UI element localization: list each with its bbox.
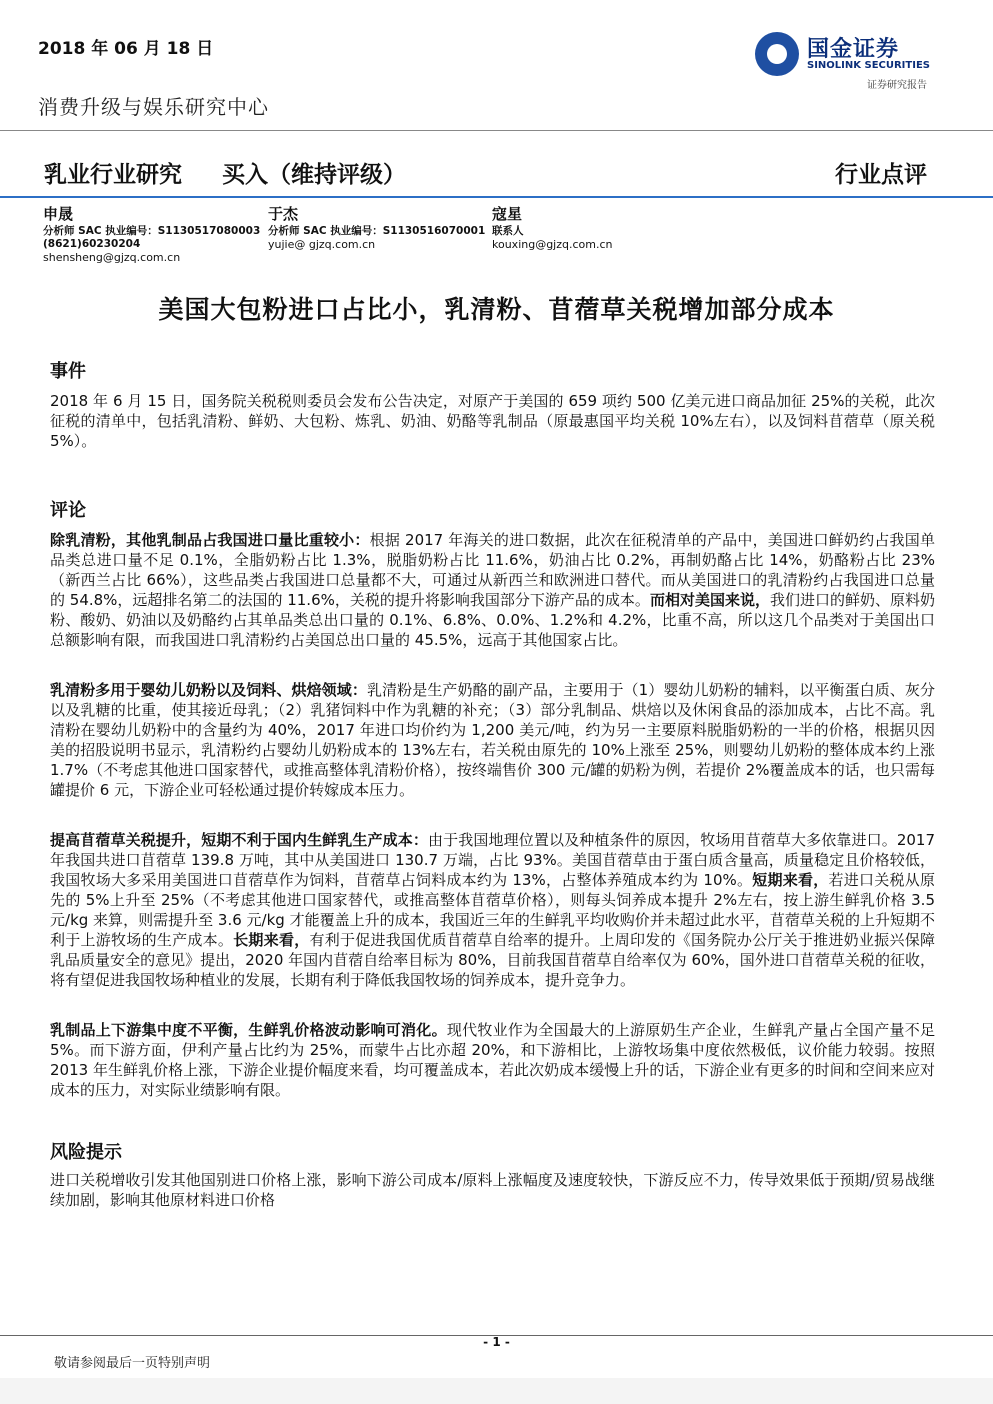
analyst-email[interactable]: shensheng@gjzq.com.cn <box>43 251 181 264</box>
header-blue-divider <box>0 196 993 198</box>
paragraph-lead: 短期来看， <box>752 871 829 889</box>
analyst-1 <box>43 205 261 264</box>
analyst-cert: 分析师 SAC 执业编号：S1130516070001 <box>268 225 486 237</box>
report-date: 2018 年 06 月 18 日 <box>38 39 214 59</box>
paragraph-text: 现代牧业作为全国最大的上游原奶生产企业，生鲜乳产量占全国产量不足 5%。而下游方面，伊利产量占比约为 25%，而蒙牛占比亦超 20%，和下游相比，上游牧场集中度依然极低，议价能力较弱。按照 2013 年生鲜乳价格上涨，下游企业提价幅度来看，均可覆盖成本，若此次奶成本缓慢上升的话，下游企业有更多的时间和空间来应对成本的压力，对实际业绩影响有限。 <box>50 1021 935 1099</box>
logo-sub-text: 证券研究报告 <box>867 80 927 91</box>
paragraph-lead: 而相对美国来说， <box>649 591 770 609</box>
analyst-name: 申晟 <box>43 205 74 223</box>
paragraph-text: 由于我国地理位置以及种植条件的原因，牧场用苜蓿草大多依靠进口。2017 年我国共进口苜蓿草 139.8 万吨，其中从美国进口 130.7 万端，占比 93%。美国苜蓿草由于蛋白质含量高，质量稳定且价格较低，我国牧场大多采用美国进口苜蓿草作为饲料，苜蓿草占饲料成本约为 13%，占整体养殖成本约为 10%。 <box>50 831 935 889</box>
risk-text: 进口关税增收引发其他国别进口价格上涨，影响下游公司成本/原料上涨幅度及速度较快，下游反应不力，传导效果低于预期/贸易战继续加剧，影响其他原材料进口价格 <box>50 1171 935 1209</box>
analyst-name: 于杰 <box>268 205 299 223</box>
analyst-email[interactable]: kouxing@gjzq.com.cn <box>492 238 613 251</box>
rating-label: 买入（维持评级） <box>222 162 406 188</box>
logo-cn-text: 国金证券 <box>807 37 900 62</box>
comment-paragraph-4 <box>50 1020 935 1100</box>
comment-paragraph-1 <box>50 530 935 650</box>
bottom-band <box>0 1378 993 1404</box>
industry-label: 乳业行业研究 <box>44 162 182 188</box>
paragraph-text: 乳清粉是生产奶酪的副产品，主要用于（1）婴幼儿奶粉的辅料，以平衡蛋白质、灰分以及乳糖的比重，使其接近母乳；（2）乳猪饲料中作为乳糖的补充；（3）部分乳制品、烘焙以及休闲食品的添加成本，占比不高。乳清粉在婴幼儿奶粉中的含量约为 40%，2017 年进口均价约为 1,200 美元/吨，约为另一主要原料脱脂奶粉的一半的价格，根据贝因美的招股说明书显示，乳清粉约占婴幼儿奶粉成本的 13%左右，若关税由原先的 10%上涨至 25%，则婴幼儿奶粉的整体成本约上涨 1.7%（不考虑其他进口国家替代，或推高整体乳清粉价格），按终端售价 300 元/罐的奶粉为例，若提价 2%覆盖成本的话，也只需每罐提价 6 元，下游企业可轻松通过提价转嫁成本压力。 <box>50 681 935 799</box>
paragraph-lead: 除乳清粉，其他乳制品占我国进口量比重较小： <box>50 531 370 549</box>
analyst-email[interactable]: yujie@ gjzq.com.cn <box>268 238 376 251</box>
header-divider <box>0 130 993 131</box>
analyst-role: 联系人 <box>492 225 524 237</box>
paragraph-text: 根据 2017 年海关的进口数据，此次在征税清单的产品中，美国进口鲜奶约占我国单品类总进口量不足 0.1%，全脂奶粉占比 1.3%，脱脂奶粉占比 11.6%，奶油占比 0.2%，再制奶酪占比 14%，奶酪粉占比 23%（新西兰占比 66%），这些品类占我国进口总量都不大，可通过从新西兰和欧洲进口替代。而从美国进口的乳清粉约占我国进口总量的 54.8%，远超排名第二的法国的 11.6%，关税的提升将影响我国部分下游产品的成本。 <box>50 531 935 609</box>
analyst-3 <box>492 205 613 251</box>
comment-paragraph-3 <box>50 830 935 990</box>
paragraph-text: 我们进口的鲜奶、原料奶粉、酸奶、奶油以及奶酪约占其单品类总出口量的 0.1%、6.8%、0.0%、1.2%和 4.2%，比重不高，所以这几个品类对于美国出口总额影响有限，而我国进口乳清粉约占美国总出口量的 45.5%，远高于其他国家占比。 <box>50 591 935 649</box>
report-type-label: 行业点评 <box>835 161 927 188</box>
research-center-name: 消费升级与娱乐研究中心 <box>38 95 269 119</box>
paragraph-lead: 乳制品上下游集中度不平衡，生鲜乳价格波动影响可消化。 <box>50 1021 447 1039</box>
paragraph-lead: 提高苜蓿草关税提升，短期不利于国内生鲜乳生产成本： <box>50 831 429 849</box>
section-title-event: 事件 <box>50 361 86 382</box>
paragraph-text: 若进口关税从原先的 5%上升至 25%（不考虑其他进口国家替代，或推高整体苜蓿草价格），则每头饲养成本提升 2%左右，按上游生鲜乳价格 3.5 元/kg 来算，则需提升至 3.6 元/kg 才能覆盖上升的成本，我国近三年的生鲜乳平均收购价并未超过此水平，苜蓿草关税的上升短期不利于上游牧场的生产成本。 <box>50 871 935 949</box>
event-text: 2018 年 6 月 15 日，国务院关税税则委员会发布公告决定，对原产于美国的 659 项约 500 亿美元进口商品加征 25%的关税，此次征税的清单中，包括乳清粉、鲜奶、大包粉、炼乳、奶油、奶酪等乳制品（原最惠国平均关税 10%左右），以及饲料苜蓿草（原关税 5%）。 <box>50 392 935 450</box>
comment-paragraph-2 <box>50 680 935 800</box>
report-title: 美国大包粉进口占比小，乳清粉、苜蓿草关税增加部分成本 <box>158 295 835 324</box>
analyst-cert: 分析师 SAC 执业编号：S1130517080003 <box>43 225 261 237</box>
analyst-name: 寇星 <box>492 205 523 223</box>
analyst-2 <box>268 205 486 251</box>
logo-mark-icon <box>755 32 799 76</box>
section-title-risk: 风险提示 <box>50 1142 122 1163</box>
section-title-comment: 评论 <box>50 500 86 521</box>
page-number: - 1 - <box>483 1335 510 1349</box>
sinolink-logo <box>755 32 945 92</box>
analyst-phone: (8621)60230204 <box>43 238 141 250</box>
logo-en-text: SINOLINK SECURITIES <box>807 60 930 71</box>
paragraph-lead: 长期来看， <box>233 931 310 949</box>
paragraph-text: 有利于促进我国优质苜蓿草自给率的提升。上周印发的《国务院办公厅关于推进奶业振兴保障乳品质量安全的意见》提出，2020 年国内苜蓿自给率目标为 80%，目前我国苜蓿草自给率仅为 60%，国外进口苜蓿草关税的征收，将有望促进我国牧场种植业的发展，长期有利于降低我国牧场的饲养成本，提升竞争力。 <box>50 931 935 989</box>
paragraph-lead: 乳清粉多用于婴幼儿奶粉以及饲料、烘焙领域： <box>50 681 367 699</box>
footer-disclaimer: 敬请参阅最后一页特别声明 <box>54 1356 211 1371</box>
